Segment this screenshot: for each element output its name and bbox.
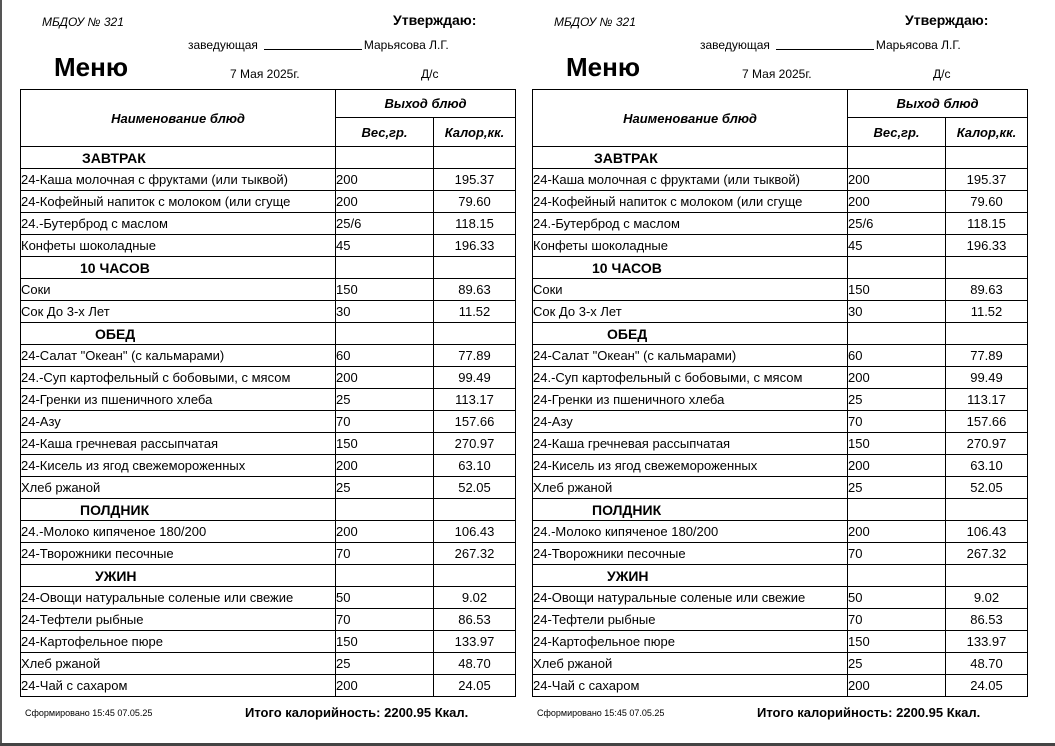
dish-name-cell: 24-Кисель из ягод свежемороженных: [21, 455, 336, 477]
weight-cell: [848, 257, 946, 279]
kcal-cell: 133.97: [434, 631, 516, 653]
weight-cell: 25: [336, 653, 434, 675]
col-header-weight: Вес,гр.: [848, 118, 946, 147]
kcal-cell: [946, 147, 1028, 169]
weight-cell: 25: [336, 389, 434, 411]
kcal-cell: 89.63: [946, 279, 1028, 301]
dish-name-cell: Хлеб ржаной: [21, 653, 336, 675]
kcal-cell: 106.43: [434, 521, 516, 543]
weight-cell: 200: [848, 191, 946, 213]
kcal-cell: [434, 499, 516, 521]
generated-stamp: Сформировано 15:45 07.05.25: [25, 708, 153, 718]
weight-cell: 200: [336, 521, 434, 543]
col-header-name: Наименование блюд: [21, 90, 336, 147]
kcal-cell: 9.02: [434, 587, 516, 609]
weight-cell: 25: [848, 389, 946, 411]
weight-cell: [336, 565, 434, 587]
dish-name-cell: 24-Гренки из пшеничного хлеба: [21, 389, 336, 411]
table-row: [21, 477, 516, 499]
table-row: [533, 521, 1028, 543]
dish-name-cell: 24.-Молоко кипяченое 180/200: [533, 521, 848, 543]
kcal-cell: 24.05: [946, 675, 1028, 697]
table-row: [533, 345, 1028, 367]
weight-cell: 200: [336, 675, 434, 697]
page-title: Меню: [566, 52, 641, 82]
kcal-cell: 267.32: [946, 543, 1028, 565]
approval-label: Утверждаю:: [905, 12, 989, 28]
weight-cell: [336, 147, 434, 169]
kcal-cell: 196.33: [434, 235, 516, 257]
menu-page-right: [512, 0, 1024, 746]
dish-name-cell: Конфеты шоколадные: [21, 235, 336, 257]
table-row: [533, 477, 1028, 499]
table-row: [21, 191, 516, 213]
dish-name-cell: 24-Кофейный напиток с молоком (или сгуще: [21, 191, 336, 213]
col-header-weight: Вес,гр.: [336, 118, 434, 147]
weight-cell: 200: [848, 367, 946, 389]
kcal-cell: 63.10: [434, 455, 516, 477]
kcal-cell: 113.17: [946, 389, 1028, 411]
dish-name-cell: 24.-Суп картофельный с бобовыми, с мясом: [533, 367, 848, 389]
dish-name-cell: 24-Чай с сахаром: [21, 675, 336, 697]
kcal-cell: 89.63: [434, 279, 516, 301]
section-row: [21, 257, 516, 279]
section-title: ЗАВТРАК: [21, 147, 336, 169]
section-title: ОБЕД: [21, 323, 336, 345]
approval-label: Утверждаю:: [393, 12, 477, 28]
dish-name-cell: 24-Каша гречневая рассыпчатая: [533, 433, 848, 455]
kcal-cell: 63.10: [946, 455, 1028, 477]
kcal-cell: [946, 257, 1028, 279]
weight-cell: 150: [336, 433, 434, 455]
kcal-cell: 106.43: [946, 521, 1028, 543]
table-row: [21, 367, 516, 389]
dish-name-cell: 24.-Молоко кипяченое 180/200: [21, 521, 336, 543]
table-row: [21, 411, 516, 433]
weight-cell: 45: [336, 235, 434, 257]
weight-cell: 200: [336, 455, 434, 477]
weight-cell: 150: [336, 631, 434, 653]
kcal-cell: 157.66: [946, 411, 1028, 433]
dish-name-cell: 24-Гренки из пшеничного хлеба: [533, 389, 848, 411]
dish-name-cell: 24.-Бутерброд с маслом: [533, 213, 848, 235]
dish-name-cell: 24-Чай с сахаром: [533, 675, 848, 697]
org-name: МБДОУ № 321: [42, 15, 124, 29]
table-row: [533, 169, 1028, 191]
table-row: [533, 675, 1028, 697]
table-row: [21, 631, 516, 653]
weight-cell: 30: [848, 301, 946, 323]
generated-stamp: Сформировано 15:45 07.05.25: [537, 708, 665, 718]
dish-name-cell: 24-Азу: [533, 411, 848, 433]
weight-cell: 150: [848, 279, 946, 301]
weight-cell: 50: [848, 587, 946, 609]
dish-name-cell: 24-Азу: [21, 411, 336, 433]
table-row: [21, 587, 516, 609]
table-row: [533, 301, 1028, 323]
dish-name-cell: Соки: [533, 279, 848, 301]
table-row: [533, 609, 1028, 631]
section-row: [533, 565, 1028, 587]
dish-name-cell: 24.-Суп картофельный с бобовыми, с мясом: [21, 367, 336, 389]
weight-cell: [848, 323, 946, 345]
kcal-cell: 157.66: [434, 411, 516, 433]
table-row: [533, 587, 1028, 609]
dish-name-cell: Хлеб ржаной: [533, 477, 848, 499]
weight-cell: 50: [336, 587, 434, 609]
kcal-cell: 86.53: [946, 609, 1028, 631]
table-row: [533, 455, 1028, 477]
weight-cell: 60: [848, 345, 946, 367]
kcal-cell: 195.37: [946, 169, 1028, 191]
head-name: Марьясова Л.Г.: [363, 38, 449, 52]
weight-cell: 200: [336, 169, 434, 191]
menu-date: 7 Мая 2025г.: [230, 67, 300, 81]
kcal-cell: 52.05: [946, 477, 1028, 499]
section-title: ПОЛДНИК: [533, 499, 848, 521]
dish-name-cell: Сок До 3-х Лет: [21, 301, 336, 323]
kcal-cell: 267.32: [434, 543, 516, 565]
weight-cell: 25: [336, 477, 434, 499]
weight-cell: 25/6: [848, 213, 946, 235]
section-title: 10 ЧАСОВ: [533, 257, 848, 279]
section-row: [533, 323, 1028, 345]
table-row: [21, 301, 516, 323]
kcal-cell: 99.49: [434, 367, 516, 389]
table-row: [533, 279, 1028, 301]
weight-cell: [848, 499, 946, 521]
table-row: [21, 653, 516, 675]
weight-cell: [336, 499, 434, 521]
table-row: [21, 675, 516, 697]
section-row: [21, 147, 516, 169]
weight-cell: 70: [848, 609, 946, 631]
table-row: [21, 609, 516, 631]
dish-name-cell: Хлеб ржаной: [533, 653, 848, 675]
dish-name-cell: 24-Овощи натуральные соленые или свежие: [21, 587, 336, 609]
weight-cell: [848, 565, 946, 587]
kcal-cell: 195.37: [434, 169, 516, 191]
weight-cell: [848, 147, 946, 169]
kcal-cell: 86.53: [434, 609, 516, 631]
weight-cell: 200: [336, 191, 434, 213]
table-row: [21, 433, 516, 455]
weight-cell: 25: [848, 653, 946, 675]
table-row: [21, 521, 516, 543]
table-row: [533, 367, 1028, 389]
section-title: ОБЕД: [533, 323, 848, 345]
weight-cell: 25: [848, 477, 946, 499]
weight-cell: 60: [336, 345, 434, 367]
kcal-cell: 77.89: [946, 345, 1028, 367]
table-row: [21, 389, 516, 411]
weight-cell: 70: [336, 609, 434, 631]
weight-cell: [336, 257, 434, 279]
kcal-cell: 270.97: [946, 433, 1028, 455]
table-row: [21, 543, 516, 565]
section-title: ЗАВТРАК: [533, 147, 848, 169]
menu-rows: [21, 147, 516, 697]
weight-cell: 70: [336, 543, 434, 565]
table-row: [21, 455, 516, 477]
menu-table: [20, 89, 516, 697]
kcal-cell: [434, 147, 516, 169]
weight-cell: 150: [848, 631, 946, 653]
section-row: [21, 565, 516, 587]
kcal-cell: 24.05: [434, 675, 516, 697]
table-row: [533, 631, 1028, 653]
kcal-cell: [434, 565, 516, 587]
weight-cell: 200: [336, 367, 434, 389]
dish-name-cell: 24-Салат "Океан" (с кальмарами): [533, 345, 848, 367]
weight-cell: 30: [336, 301, 434, 323]
dish-name-cell: 24-Картофельное пюре: [533, 631, 848, 653]
dish-name-cell: 24-Каша молочная с фруктами (или тыквой): [21, 169, 336, 191]
kcal-cell: [434, 257, 516, 279]
table-row: [533, 433, 1028, 455]
section-row: [533, 257, 1028, 279]
kcal-cell: 133.97: [946, 631, 1028, 653]
table-row: [533, 411, 1028, 433]
section-title: УЖИН: [533, 565, 848, 587]
dish-name-cell: 24-Кисель из ягод свежемороженных: [533, 455, 848, 477]
table-row: [533, 389, 1028, 411]
kcal-cell: 79.60: [946, 191, 1028, 213]
table-row: [21, 279, 516, 301]
section-row: [21, 323, 516, 345]
weight-cell: 200: [848, 169, 946, 191]
menu-date: 7 Мая 2025г.: [742, 67, 812, 81]
head-name: Марьясова Л.Г.: [875, 38, 961, 52]
section-row: [533, 499, 1028, 521]
col-header-kcal: Калор,кк.: [946, 118, 1028, 147]
signature-blank: [776, 38, 874, 50]
section-title: 10 ЧАСОВ: [21, 257, 336, 279]
col-header-name: Наименование блюд: [533, 90, 848, 147]
total-calories: Итого калорийность: 2200.95 Ккал.: [245, 705, 469, 720]
dish-name-cell: 24-Тефтели рыбные: [21, 609, 336, 631]
table-row: [21, 235, 516, 257]
dish-name-cell: 24-Творожники песочные: [21, 543, 336, 565]
dish-name-cell: Сок До 3-х Лет: [533, 301, 848, 323]
section-row: [21, 499, 516, 521]
kcal-cell: [946, 323, 1028, 345]
col-header-kcal: Калор,кк.: [434, 118, 516, 147]
total-calories: Итого калорийность: 2200.95 Ккал.: [757, 705, 981, 720]
col-header-output: Выход блюд: [848, 90, 1028, 118]
head-role: заведующая: [700, 38, 770, 52]
kcal-cell: [946, 565, 1028, 587]
kcal-cell: 77.89: [434, 345, 516, 367]
dish-name-cell: 24-Овощи натуральные соленые или свежие: [533, 587, 848, 609]
kcal-cell: 11.52: [434, 301, 516, 323]
table-row: [533, 213, 1028, 235]
weight-cell: 45: [848, 235, 946, 257]
menu-rows: [533, 147, 1028, 697]
dish-name-cell: 24-Каша молочная с фруктами (или тыквой): [533, 169, 848, 191]
weight-cell: 150: [336, 279, 434, 301]
table-row: [533, 543, 1028, 565]
kcal-cell: 99.49: [946, 367, 1028, 389]
table-row: [533, 235, 1028, 257]
weight-cell: 150: [848, 433, 946, 455]
weight-cell: 200: [848, 675, 946, 697]
kcal-cell: [434, 323, 516, 345]
head-signature-line: [700, 38, 961, 52]
kcal-cell: 48.70: [946, 653, 1028, 675]
weight-cell: [336, 323, 434, 345]
weight-cell: 70: [336, 411, 434, 433]
dish-name-cell: 24-Салат "Океан" (с кальмарами): [21, 345, 336, 367]
table-row: [533, 191, 1028, 213]
weight-cell: 70: [848, 543, 946, 565]
section-title: ПОЛДНИК: [21, 499, 336, 521]
table-row: [21, 169, 516, 191]
kcal-cell: 118.15: [946, 213, 1028, 235]
table-row: [533, 653, 1028, 675]
weight-cell: 200: [848, 521, 946, 543]
section-row: [533, 147, 1028, 169]
kcal-cell: 11.52: [946, 301, 1028, 323]
dish-name-cell: 24.-Бутерброд с маслом: [21, 213, 336, 235]
kcal-cell: 9.02: [946, 587, 1028, 609]
weight-cell: 200: [848, 455, 946, 477]
kcal-cell: 196.33: [946, 235, 1028, 257]
dish-name-cell: Хлеб ржаной: [21, 477, 336, 499]
dish-name-cell: 24-Творожники песочные: [533, 543, 848, 565]
dish-name-cell: 24-Кофейный напиток с молоком (или сгуще: [533, 191, 848, 213]
kcal-cell: 113.17: [434, 389, 516, 411]
col-header-output: Выход блюд: [336, 90, 516, 118]
head-role: заведующая: [188, 38, 258, 52]
kcal-cell: 79.60: [434, 191, 516, 213]
dish-name-cell: 24-Картофельное пюре: [21, 631, 336, 653]
org-name: МБДОУ № 321: [554, 15, 636, 29]
kcal-cell: [946, 499, 1028, 521]
kcal-cell: 48.70: [434, 653, 516, 675]
dish-name-cell: Конфеты шоколадные: [533, 235, 848, 257]
table-row: [21, 213, 516, 235]
weight-cell: 25/6: [336, 213, 434, 235]
dish-name-cell: 24-Тефтели рыбные: [533, 609, 848, 631]
page-title: Меню: [54, 52, 129, 82]
signature-blank: [264, 38, 362, 50]
kcal-cell: 52.05: [434, 477, 516, 499]
section-title: УЖИН: [21, 565, 336, 587]
dish-name-cell: Соки: [21, 279, 336, 301]
group-label: Д/с: [421, 67, 439, 81]
head-signature-line: [188, 38, 449, 52]
menu-page-left: [0, 0, 512, 746]
dish-name-cell: 24-Каша гречневая рассыпчатая: [21, 433, 336, 455]
kcal-cell: 118.15: [434, 213, 516, 235]
weight-cell: 70: [848, 411, 946, 433]
group-label: Д/с: [933, 67, 951, 81]
menu-table: [532, 89, 1028, 697]
kcal-cell: 270.97: [434, 433, 516, 455]
table-row: [21, 345, 516, 367]
